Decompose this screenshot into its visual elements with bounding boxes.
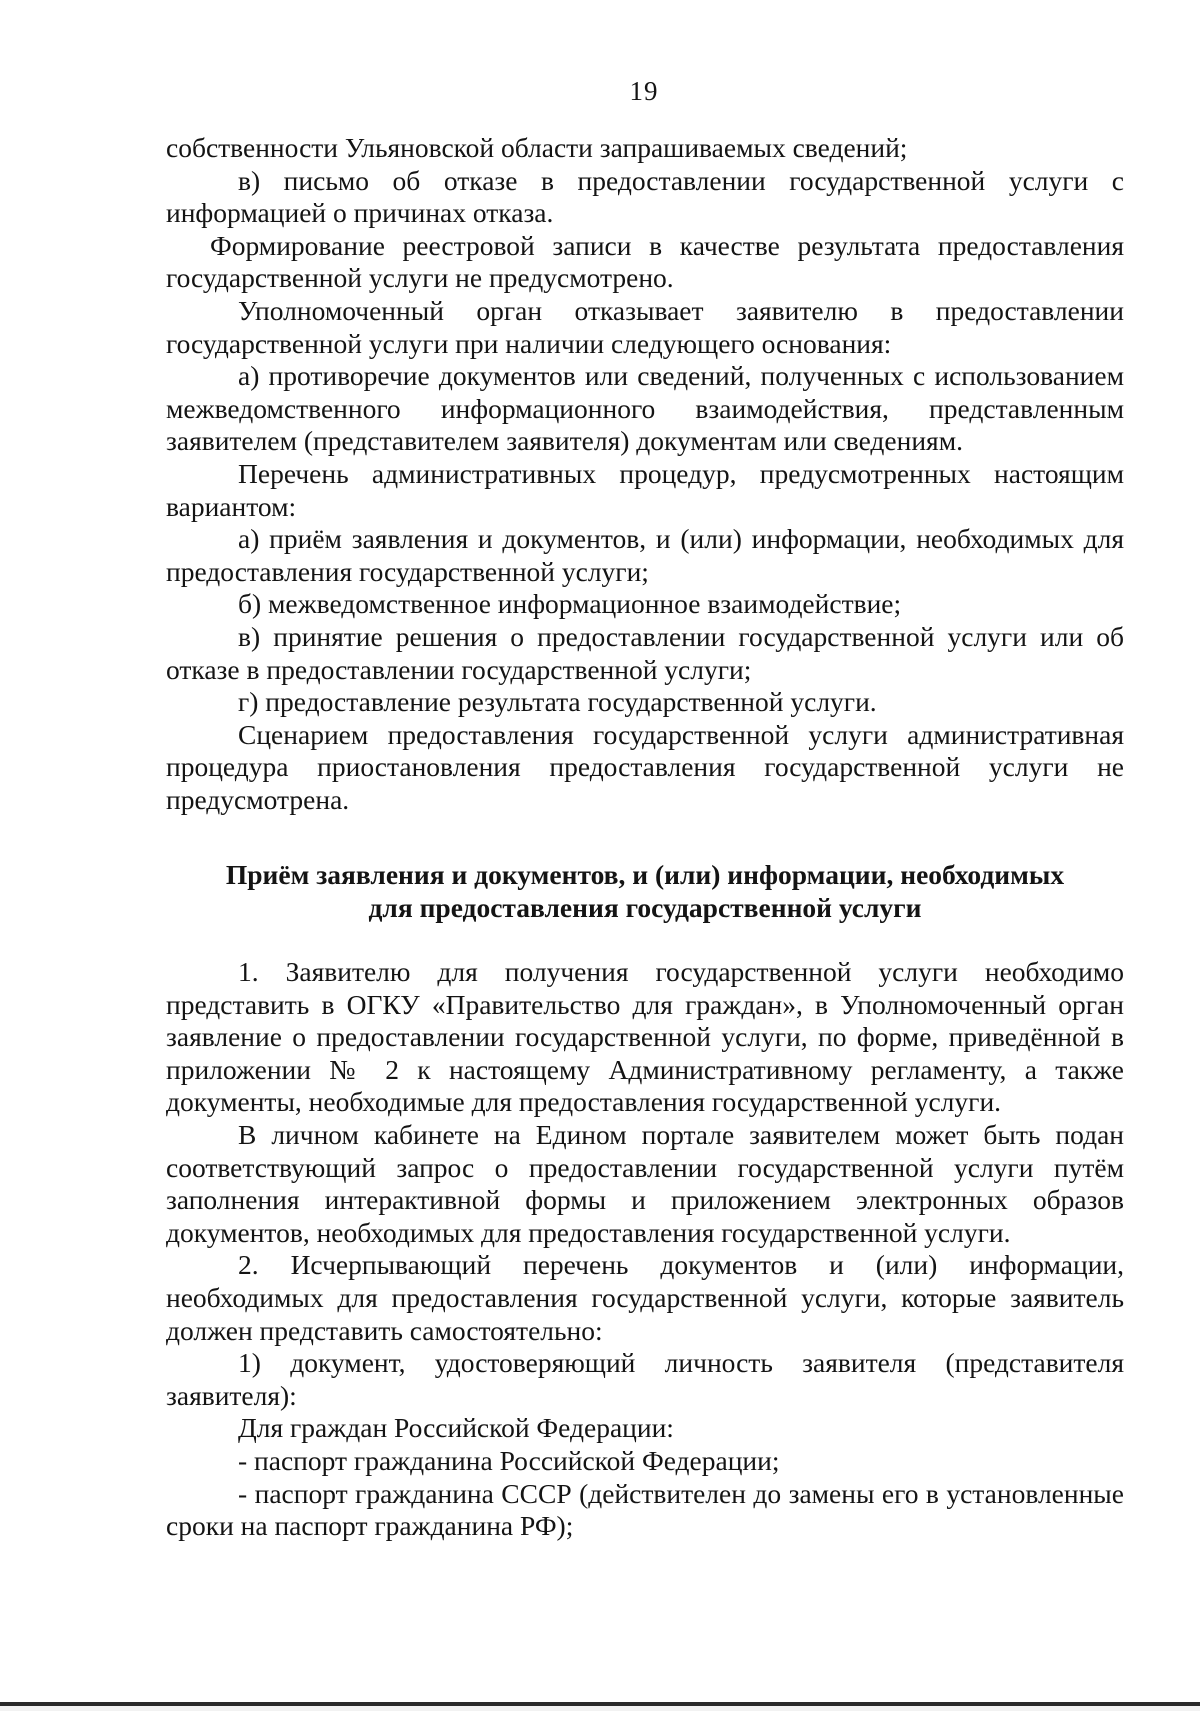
paragraph: 1. Заявителю для получения государственной услуги необходимо представить в ОГКУ «Правительство для граждан», в Уполномоченный орган заявление о предоставлении государственной услуги, по форме, приведённой в приложении № 2 к настоящему Административному регламенту, а также документы, необходимые для предоставления государственной услуги. bbox=[166, 956, 1124, 1118]
section-heading-line-2: для предоставления государственной услуги bbox=[368, 892, 922, 923]
list-item: - паспорт гражданина Российской Федерации; bbox=[238, 1444, 780, 1476]
paragraph: Перечень административных процедур, предусмотренных настоящим вариантом: bbox=[166, 457, 1124, 522]
body-text-bottom bbox=[166, 956, 1124, 1543]
section-heading-line-1: Приём заявления и документов, и (или) информации, необходимых bbox=[225, 859, 1065, 890]
paragraph: В личном кабинете на Едином портале заявителем может быть подан соответствующий запрос о предоставлении государственной услуги путём заполнения интерактивной формы и приложением электронных образов документов, необходимых для предоставления государственной услуги. bbox=[166, 1118, 1124, 1248]
list-item: - паспорт гражданина СССР (действителен до замены его в установленные сроки на паспорт гражданина РФ); bbox=[166, 1477, 1124, 1542]
body-text-top bbox=[166, 132, 1124, 816]
paragraph: собственности Ульяновской области запрашиваемых сведений; bbox=[166, 132, 908, 163]
list-item: в) принятие решения о предоставлении государственной услуги или об отказе в предоставлении государственной услуги; bbox=[166, 620, 1124, 685]
paragraph: Для граждан Российской Федерации: bbox=[238, 1412, 674, 1444]
paragraph: Сценарием предоставления государственной услуги административная процедура приостановления предоставления государственной услуги не предусмотрена. bbox=[166, 718, 1124, 815]
page-number: 19 bbox=[629, 76, 659, 106]
list-item: а) приём заявления и документов, и (или) информации, необходимых для предоставления государственной услуги; bbox=[166, 523, 1124, 587]
paragraph: Уполномоченный орган отказывает заявителю в предоставлении государственной услуги при наличии следующего основания: bbox=[166, 294, 1124, 359]
paragraph: Формирование реестровой записи в качестве результата предоставления государственной услуги не предусмотрено. bbox=[166, 229, 1124, 294]
paragraph: а) противоречие документов или сведений, полученных с использованием межведомственного информационного взаимодействия, представленным заявителем (представителем заявителя) документам или сведениям. bbox=[166, 360, 1124, 457]
paragraph: в) письмо об отказе в предоставлении государственной услуги с информацией о причинах отказа. bbox=[166, 164, 1124, 229]
list-item: г) предоставление результата государственной услуги. bbox=[238, 686, 877, 718]
paragraph: 2. Исчерпывающий перечень документов и (или) информации, необходимых для предоставления государственной услуги, которые заявитель должен представить самостоятельно: bbox=[166, 1249, 1124, 1346]
list-item: 1) документ, удостоверяющий личность заявителя (представителя заявителя): bbox=[166, 1347, 1124, 1411]
section-heading bbox=[166, 858, 1124, 924]
scan-edge-divider bbox=[0, 1700, 1200, 1711]
list-item: б) межведомственное информационное взаимодействие; bbox=[238, 588, 902, 620]
